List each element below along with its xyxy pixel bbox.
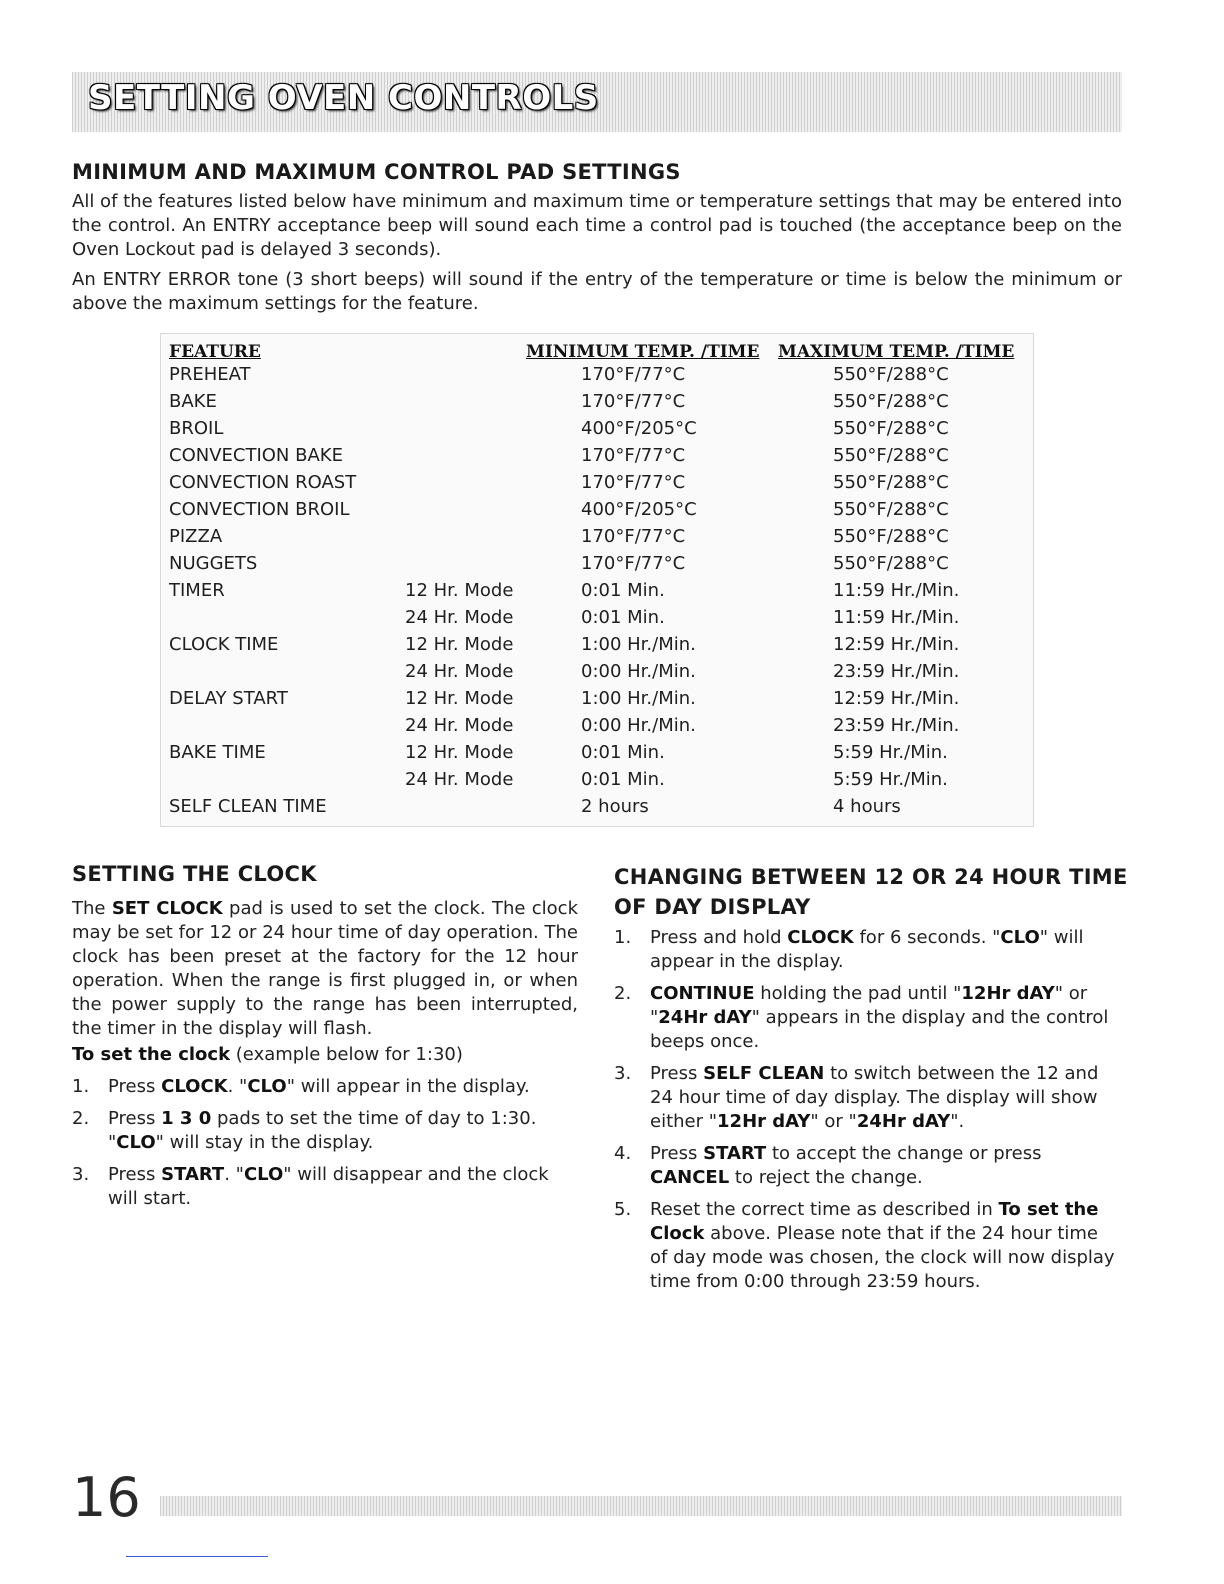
feature-cell: BROIL [169,418,224,439]
mode-cell: 12 Hr. Mode [405,634,514,655]
table-row [161,634,1033,661]
min-cell: 170°F/77°C [581,472,686,493]
max-cell: 5:59 Hr./Min. [833,769,948,790]
min-cell: 170°F/77°C [581,364,686,385]
header-maximum: MAXIMUM TEMP. /TIME [778,342,1015,362]
feature-cell: PREHEAT [169,364,251,385]
intro-paragraph: All of the features listed below have minimum and maximum time or temperature settings that may be entered into the control. An ENTRY acceptance beep will sound each time a control pad is touched (the acceptance beep on the Oven Lockout pad is delayed 3 seconds). [72,191,1122,260]
min-cell: 400°F/205°C [581,499,697,520]
table-row [161,715,1033,742]
min-cell: 0:01 Min. [581,769,665,790]
feature-cell: CONVECTION BAKE [169,445,343,466]
list-item: 4. Press START to accept the change or press CANCEL to reject the change. [614,1143,1042,1188]
page-number: 16 [72,1466,141,1529]
settings-table [160,333,1034,827]
page-title: SETTING OVEN CONTROLS [88,78,599,118]
table-row [161,526,1033,553]
min-cell: 170°F/77°C [581,445,686,466]
max-cell: 23:59 Hr./Min. [833,661,960,682]
table-row [161,418,1033,445]
mode-cell: 24 Hr. Mode [405,769,514,790]
feature-cell: PIZZA [169,526,223,547]
error-tone-paragraph: An ENTRY ERROR tone (3 short beeps) will sound if the entry of the temperature or time is below the minimum or above the maximum settings for the feature. [72,269,1122,314]
feature-cell: TIMER [169,580,225,601]
min-cell: 170°F/77°C [581,553,686,574]
table-row [161,445,1033,472]
max-cell: 23:59 Hr./Min. [833,715,960,736]
max-cell: 12:59 Hr./Min. [833,688,960,709]
list-item: 1. Press CLOCK. "CLO" will appear in the display. [72,1076,530,1097]
feature-cell: DELAY START [169,688,288,709]
list-item: 5. Reset the correct time as described in To set the Clock above. Please note that if the 24 hour time of day mode was chosen, the clock will now display time from 0:00 through 23:59 hours. [614,1199,1115,1292]
table-row [161,661,1033,688]
min-cell: 170°F/77°C [581,391,686,412]
table-row [161,607,1033,634]
list-item: 1. Press and hold CLOCK for 6 seconds. "CLO" will appear in the display. [614,927,1084,972]
max-cell: 4 hours [833,796,901,817]
min-cell: 170°F/77°C [581,526,686,547]
clock-steps-list [72,1075,578,1219]
display-steps-list [614,926,1120,1302]
max-cell: 550°F/288°C [833,391,949,412]
table-row [161,364,1033,391]
feature-cell: CONVECTION ROAST [169,472,357,493]
min-cell: 1:00 Hr./Min. [581,688,696,709]
clock-intro-paragraph: The SET CLOCK pad is used to set the clock. The clock may be set for 12 or 24 hour time of day operation. The clock has been preset at the factory for the 12 hour operation. When the range is first plugged in, or when the power supply to the range has been interrupted, the timer in the display will flash. [72,898,579,1039]
list-item: 3. Press START. "CLO" will disappear and the clock will start. [72,1164,549,1209]
changing-display-heading: CHANGING BETWEEN 12 OR 24 HOUR TIME OF DAY DISPLAY [614,865,1128,919]
title-banner [72,72,1122,132]
feature-cell: BAKE TIME [169,742,266,763]
max-cell: 550°F/288°C [833,418,949,439]
list-item: 2. Press 1 3 0 pads to set the time of day to 1:30. "CLO" will stay in the display. [72,1108,537,1153]
min-cell: 2 hours [581,796,649,817]
table-row [161,580,1033,607]
mode-cell: 12 Hr. Mode [405,742,514,763]
table-row [161,391,1033,418]
feature-cell: CLOCK TIME [169,634,279,655]
max-cell: 11:59 Hr./Min. [833,580,960,601]
min-cell: 400°F/205°C [581,418,697,439]
mode-cell: 24 Hr. Mode [405,661,514,682]
set-clock-subheading: To set the clock (example below for 1:30) [72,1044,463,1065]
max-cell: 550°F/288°C [833,472,949,493]
table-row [161,472,1033,499]
max-cell: 550°F/288°C [833,364,949,385]
min-cell: 1:00 Hr./Min. [581,634,696,655]
table-row [161,769,1033,796]
max-cell: 550°F/288°C [833,499,949,520]
min-cell: 0:00 Hr./Min. [581,715,696,736]
table-row [161,553,1033,580]
min-cell: 0:00 Hr./Min. [581,661,696,682]
section-heading-min-max: MINIMUM AND MAXIMUM CONTROL PAD SETTINGS [72,160,681,184]
min-cell: 0:01 Min. [581,580,665,601]
mode-cell: 24 Hr. Mode [405,715,514,736]
max-cell: 12:59 Hr./Min. [833,634,960,655]
footer-link-underline [126,1556,268,1557]
max-cell: 550°F/288°C [833,526,949,547]
footer-bar [160,1496,1122,1516]
min-cell: 0:01 Min. [581,607,665,628]
feature-cell: BAKE [169,391,217,412]
table-row [161,796,1033,823]
header-minimum: MINIMUM TEMP. /TIME [526,342,760,362]
mode-cell: 12 Hr. Mode [405,580,514,601]
feature-cell: SELF CLEAN TIME [169,796,327,817]
setting-clock-heading: SETTING THE CLOCK [72,862,317,886]
max-cell: 550°F/288°C [833,445,949,466]
feature-cell: NUGGETS [169,553,258,574]
table-row [161,688,1033,715]
mode-cell: 12 Hr. Mode [405,688,514,709]
max-cell: 11:59 Hr./Min. [833,607,960,628]
max-cell: 550°F/288°C [833,553,949,574]
max-cell: 5:59 Hr./Min. [833,742,948,763]
list-item: 2. CONTINUE holding the pad until "12Hr dAY" or "24Hr dAY" appears in the display and the control beeps once. [614,983,1109,1052]
list-item: 3. Press SELF CLEAN to switch between the 12 and 24 hour time of day display. The display will show either "12Hr dAY" or "24Hr dAY". [614,1063,1099,1132]
feature-cell: CONVECTION BROIL [169,499,350,520]
table-row [161,499,1033,526]
mode-cell: 24 Hr. Mode [405,607,514,628]
header-feature: FEATURE [169,342,261,362]
table-row [161,742,1033,769]
min-cell: 0:01 Min. [581,742,665,763]
